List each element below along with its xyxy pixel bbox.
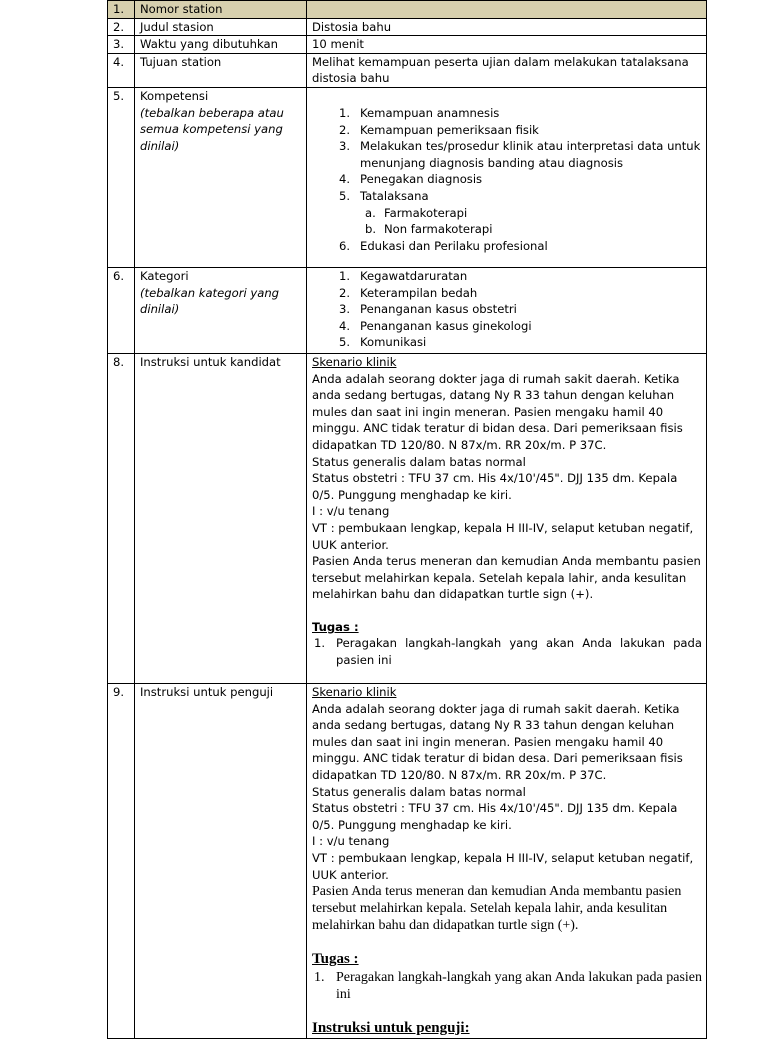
row-note: (tebalkan beberapa atau semua kompetensi yang dinilai) — [140, 105, 284, 153]
row-number: 4. — [108, 53, 135, 87]
row-number: 1. — [108, 1, 135, 19]
list-text: Penanganan kasus obstetri — [360, 302, 517, 317]
list-item — [312, 122, 702, 139]
scenario-heading: Skenario klinik — [312, 354, 397, 369]
sublist-item — [360, 205, 702, 222]
list-number: 6. — [339, 238, 351, 253]
list-text: Penanganan kasus ginekologi — [360, 318, 532, 333]
competency-list — [312, 105, 702, 254]
list-text: Komunikasi — [360, 335, 427, 350]
row-note: (tebalkan kategori yang dinilai) — [140, 285, 280, 317]
row-number: 8. — [108, 353, 135, 683]
list-number: 3. — [339, 139, 351, 154]
list-text: Tatalaksana — [360, 188, 429, 203]
list-number: b. — [365, 222, 377, 237]
table-row-instruksi-penguji — [108, 683, 707, 1038]
scenario-cell — [307, 683, 707, 1038]
list-item — [312, 318, 702, 335]
row-label: Judul stasion — [135, 18, 307, 36]
row-label: Instruksi untuk kandidat — [135, 353, 307, 683]
treatment-sublist — [360, 205, 702, 238]
row-value — [307, 1, 707, 19]
task-title: Tugas : — [312, 951, 359, 968]
row-value: 10 menit — [307, 36, 707, 54]
list-number: 4. — [339, 172, 351, 187]
sublist-item — [360, 221, 702, 238]
list-number: 1. — [339, 105, 351, 120]
list-text: Keterampilan bedah — [360, 285, 478, 300]
list-text: Kegawatdaruratan — [360, 268, 468, 283]
list-text: Farmakoterapi — [384, 205, 468, 220]
competency-cell — [307, 87, 707, 267]
scenario-paragraph: Anda adalah seorang dokter jaga di rumah sakit daerah. Ketika anda sedang bertugas, datang Ny R 33 tahun dengan keluhan mules dan saat ini ingin meneran. Pasien mengaku hamil 40 minggu. ANC tidak teratur di bidan desa. Dari pemeriksaan fisis didapatkan TD 120/80. N 87x/m. RR 20x/m. P 37C. — [312, 371, 683, 452]
scenario-paragraph: Pasien Anda terus meneran dan kemudian Anda membantu pasien tersebut melahirkan kepala. Setelah kepala lahir, anda kesulitan melahirkan bahu dan didapatkan turtle sign (+). — [312, 554, 701, 602]
list-number: 2. — [339, 285, 351, 300]
list-text: Penegakan diagnosis — [360, 172, 483, 187]
row-number: 2. — [108, 18, 135, 36]
spacer — [312, 934, 702, 950]
table-row-tujuan — [108, 53, 707, 87]
list-number: a. — [365, 205, 376, 220]
list-text: Edukasi dan Perilaku profesional — [360, 238, 548, 253]
list-number: 4. — [339, 318, 351, 333]
row-value: Distosia bahu — [307, 18, 707, 36]
list-item — [312, 301, 702, 318]
list-item — [312, 285, 702, 302]
list-text: Kemampuan anamnesis — [360, 105, 500, 120]
list-item — [312, 138, 702, 171]
list-number: 2. — [339, 122, 351, 137]
task-number: 1. — [314, 636, 326, 651]
row-label: Instruksi untuk penguji — [135, 683, 307, 1038]
list-number: 3. — [339, 302, 351, 317]
list-item — [312, 334, 702, 351]
task-text: Peragakan langkah-langkah yang akan Anda lakukan pada pasien ini — [336, 636, 702, 668]
table-row-kategori — [108, 267, 707, 353]
row-number: 9. — [108, 683, 135, 1038]
list-item — [312, 105, 702, 122]
list-number: 1. — [339, 268, 351, 283]
scenario-paragraph: VT : pembukaan lengkap, kepala H III-IV, selaput ketuban negatif, UUK anterior. — [312, 850, 694, 882]
list-number: 5. — [339, 335, 351, 350]
list-item — [312, 188, 702, 238]
table-row-nomor-station — [108, 1, 707, 19]
scenario-heading: Skenario klinik — [312, 684, 397, 699]
examiner-instruction-title: Instruksi untuk penguji: — [312, 1020, 470, 1037]
scenario-paragraph: VT : pembukaan lengkap, kepala H III-IV, selaput ketuban negatif, UUK anterior. — [312, 520, 694, 552]
row-label: Kategori — [140, 268, 189, 283]
table-row-kompetensi — [108, 87, 707, 267]
row-label: Kompetensi — [140, 88, 209, 103]
scenario-paragraph: Status obstetri : TFU 37 cm. His 4x/10'/45". DJJ 135 dm. Kepala 0/5. Punggung menghadap ke kiri. — [312, 471, 678, 502]
scenario-paragraph: I : v/u tenang — [312, 834, 390, 849]
task-item — [312, 635, 702, 668]
row-label: Waktu yang dibutuhkan — [135, 36, 307, 54]
row-label: Nomor station — [135, 1, 307, 19]
spacer — [312, 1003, 702, 1019]
list-text: Non farmakoterapi — [384, 222, 493, 237]
row-label: Tujuan station — [135, 53, 307, 87]
row-value: Melihat kemampuan peserta ujian dalam melakukan tatalaksana distosia bahu — [307, 53, 707, 87]
category-list — [312, 268, 702, 351]
scenario-paragraph: Status obstetri : TFU 37 cm. His 4x/10'/45". DJJ 135 dm. Kepala 0/5. Punggung menghadap ke kiri. — [312, 801, 678, 832]
task-text: Peragakan langkah-langkah yang akan Anda lakukan pada pasien ini — [336, 970, 702, 1003]
task-item — [312, 969, 702, 1003]
table-row-judul-stasion — [108, 18, 707, 36]
row-number: 6. — [108, 267, 135, 353]
table-row-instruksi-kandidat — [108, 353, 707, 683]
list-text: Melakukan tes/prosedur klinik atau interpretasi data untuk menunjang diagnosis banding atau diagnosis — [360, 139, 701, 170]
category-cell — [307, 267, 707, 353]
scenario-paragraph: Status generalis dalam batas normal — [312, 454, 526, 469]
task-number: 1. — [314, 970, 325, 986]
list-text: Kemampuan pemeriksaan fisik — [360, 122, 539, 137]
list-item — [312, 171, 702, 188]
row-label-cell — [135, 267, 307, 353]
scenario-cell — [307, 353, 707, 683]
list-number: 5. — [339, 188, 351, 203]
scenario-paragraph: Pasien Anda terus meneran dan kemudian Anda membantu pasien tersebut melahirkan kepala. Setelah kepala lahir, anda kesulitan melahirkan bahu dan didapatkan turtle sign (+). — [312, 884, 682, 934]
table-row-waktu — [108, 36, 707, 54]
scenario-paragraph: Anda adalah seorang dokter jaga di rumah sakit daerah. Ketika anda sedang bertugas, datang Ny R 33 tahun dengan keluhan mules dan saat ini ingin meneran. Pasien mengaku hamil 40 minggu. ANC tidak teratur di bidan desa. Dari pemeriksaan fisis didapatkan TD 120/80. N 87x/m. RR 20x/m. P 37C. — [312, 701, 683, 782]
list-item — [312, 238, 702, 255]
list-item — [312, 268, 702, 285]
spacer — [312, 603, 702, 619]
station-table — [107, 0, 707, 1039]
scenario-paragraph: I : v/u tenang — [312, 504, 390, 519]
row-number: 3. — [108, 36, 135, 54]
scenario-paragraph: Status generalis dalam batas normal — [312, 784, 526, 799]
row-number: 5. — [108, 87, 135, 267]
task-title: Tugas : — [312, 619, 359, 634]
row-label-cell — [135, 87, 307, 267]
